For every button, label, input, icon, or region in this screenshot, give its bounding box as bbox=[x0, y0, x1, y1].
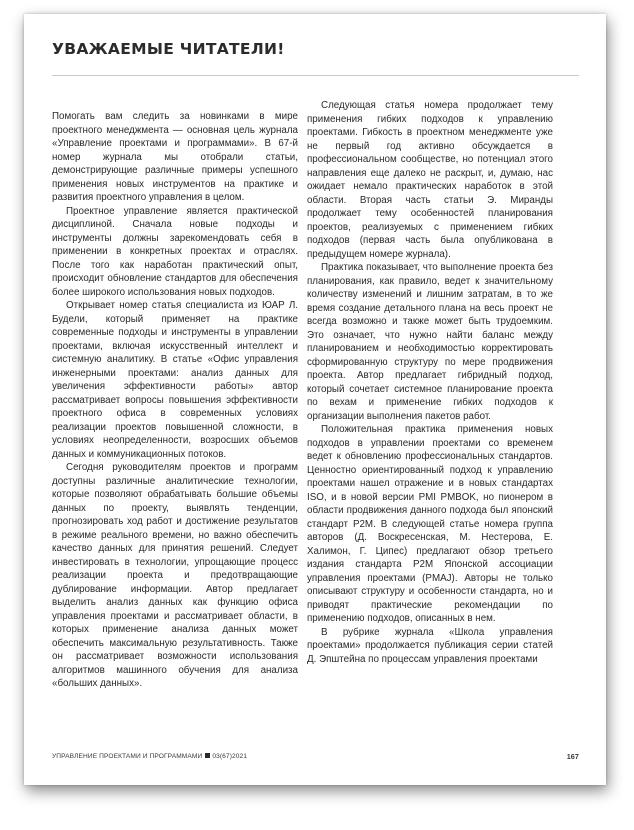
left-column bbox=[52, 110, 298, 691]
square-separator-icon bbox=[205, 753, 210, 758]
footer-journal bbox=[52, 753, 247, 760]
paragraph: Практика показывает, что выполнение проекта без планирования, как правило, ведет к значительному количеству изменений и лишним затратам, в то же время создание детального плана на весь проект не всегда возможно и также может быть трудоемким. Это означает, что нужно найти баланс между планированием и необходимостью корректировать сформированную структуру по мере продвижения проекта. Автор предлагает гибридный подход, который сочетает системное планирование проекта по вехам и применение гибких подходов к организации выполнения пакетов работ. bbox=[307, 262, 553, 422]
page-title: УВАЖАЕМЫЕ ЧИТАТЕЛИ! bbox=[52, 40, 285, 58]
paragraph: Положительная практика применения новых подходов в управлении проектами со временем ведет к обновлению профессиональных стандартов. Ценностно ориентированный подход к управлению проектами нашел отражение и в новых стандартах ISO, и в новой версии PMI PMBOK, но пионером в области продвижения данного подхода был японский стандарт P2M. В следующей статье номера группа авторов (Д. Воскресенская, М. Нестерова, Е. Халимон, Г. Ципес) предлагают обзор третьего издания стандарта P2M Японской ассоциации управления проектами (PMAJ). Авторы не только описывают структуру и особенности стандарта, но и приводят практические рекомендации по применению подходов, описанных в нем. bbox=[307, 424, 553, 624]
paragraph: Проектное управление является практической дисциплиной. Сначала новые подходы и инструменты должны зарекомендовать себя в применении в конкретных проектах и отраслях. После того как наработан практический опыт, происходит обновление стандартов для обеспечения более широкого использования новых подходов. bbox=[52, 205, 298, 298]
page-number: 167 bbox=[566, 752, 579, 761]
journal-name: УПРАВЛЕНИЕ ПРОЕКТАМИ И ПРОГРАММАМИ bbox=[52, 753, 203, 760]
paragraph: Открывает номер статья специалиста из ЮАР Л. Будели, который применяет на практике современные подходы и инструменты в управлении проектами, включая искусственный интеллект и системную аналитику. В статье «Офис управления инженерными проектами: анализ данных для увеличения эффективности работы» автор рассматривает вопросы повышения эффективности проектного офиса в современных условиях реализации проектов повышенной сложности, в условиях неопределенности, возросших объемов данных и коммуникационных потоков. bbox=[52, 300, 298, 460]
paragraph: Помогать вам следить за новинками в мире проектного менеджмента — основная цель журнала «Управление проектами и программами». В 67-й номер журнала мы отобрали статьи, демонстрирующие различные примеры успешного применения новых инструментов на практике и развития проектного управления в целом. bbox=[52, 111, 298, 203]
page-footer bbox=[52, 753, 579, 763]
paragraph: Сегодня руководителям проектов и программ доступны различные аналитические технологии, которые позволяют обрабатывать большие объемы данных по проекту, выявлять тенденции, прогнозировать ход работ и достижение результатов в режиме реального времени, но важно обеспечить качество данных для принятия решений. Следует инвестировать в технологии, упрощающие процесс реализации проекта и предотвращающие дублирование информации. Автор предлагает выделить анализ данных как функцию офиса управления проектами и рассматривает области, в которых применение анализа данных может обеспечить максимальную результативность. Также он рассматривает возможности использования алгоритмов машинного обучения для анализа «больших данных». bbox=[52, 462, 298, 689]
paragraph: В рубрике журнала «Школа управления проектами» продолжается публикация серии статей Д. Эпштейна по процессам управления проектами bbox=[307, 626, 553, 665]
paragraph: Следующая статья номера продолжает тему применения гибких подходов к управлению проектами. Гибкость в проектном менеджменте уже не первый год активно обсуждается в профессиональном сообществе, но потенциал этого направления еще далеко не раскрыт, и, думаю, нас ожидает немало практических наработок в этой области. Вторая часть статьи Э. Миранды продолжает тему особенностей планирования проектов, реализуемых с применением гибких подходов (первая часть была опубликована в предыдущем номере журнала). bbox=[307, 100, 553, 260]
right-column bbox=[307, 99, 553, 666]
magazine-page bbox=[24, 14, 606, 785]
title-divider bbox=[52, 75, 579, 76]
issue-number: 03(67)2021 bbox=[212, 753, 248, 760]
